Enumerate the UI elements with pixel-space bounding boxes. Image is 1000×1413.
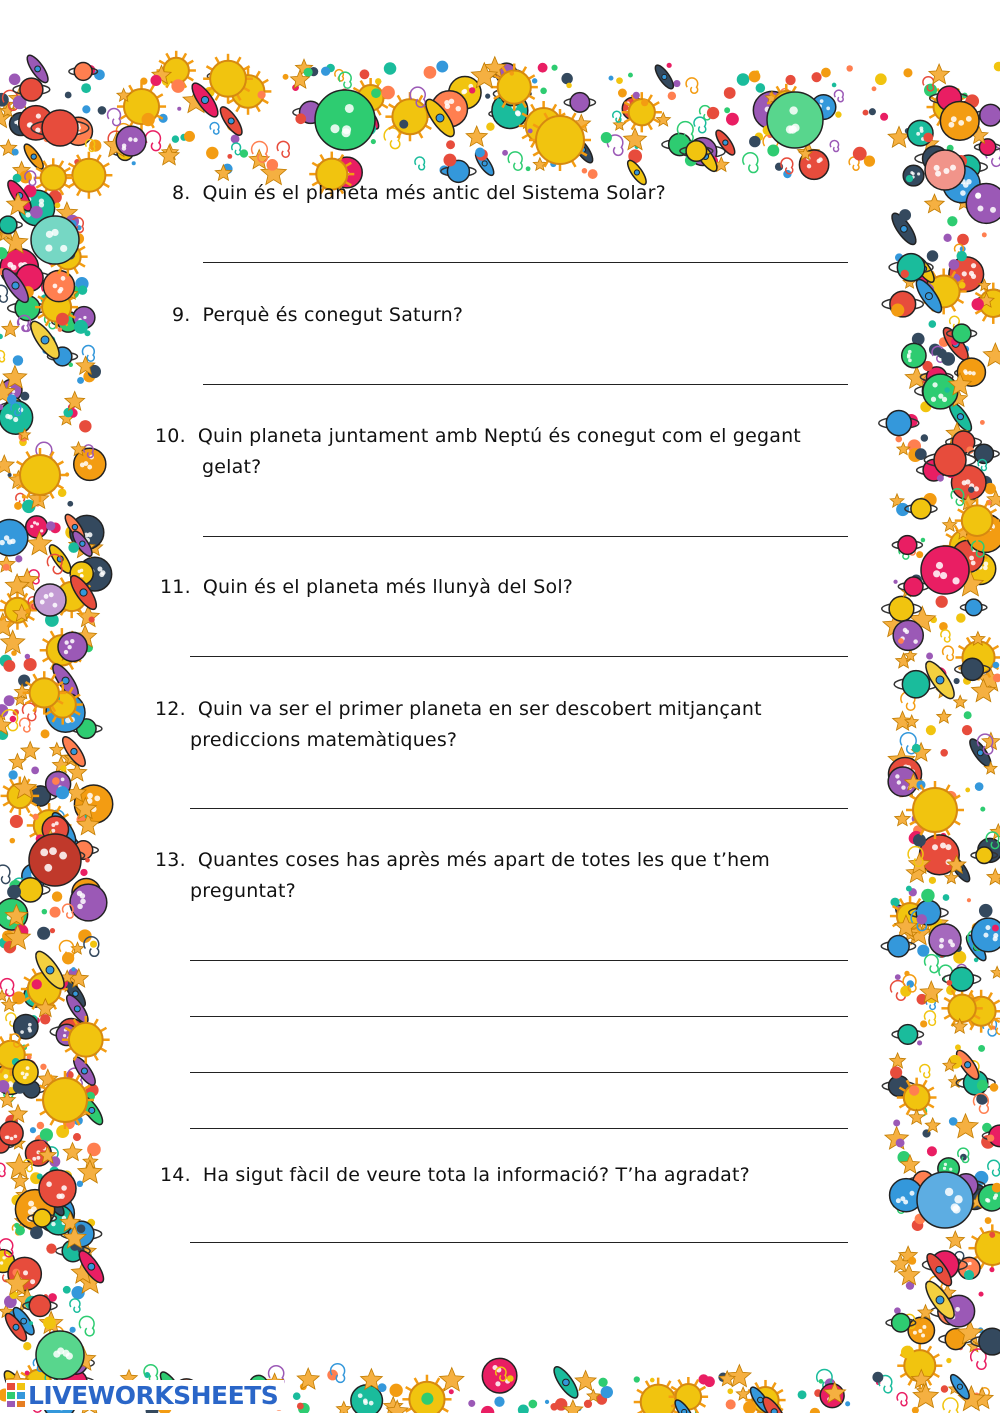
logo-text: LIVEWORKSHEETS <box>28 1380 279 1410</box>
question-text: Quantes coses has après més apart de totes les que t’hem <box>197 849 770 871</box>
question-text-continued: prediccions matemàtiques? <box>190 729 458 751</box>
question-9 <box>172 304 463 326</box>
question-12 <box>155 698 762 720</box>
answer-line[interactable] <box>190 656 848 657</box>
question-text: Quin va ser el primer planeta en ser descobert mitjançant <box>197 698 762 720</box>
question-text: Quin és el planeta més llunyà del Sol? <box>202 576 574 598</box>
question-number: 12. <box>155 698 186 720</box>
question-14 <box>160 1164 750 1186</box>
question-text: Quin planeta juntament amb Neptú és conegut com el gegant <box>197 425 801 447</box>
question-text-continued: gelat? <box>202 456 262 478</box>
liveworksheets-logo[interactable] <box>6 1380 284 1410</box>
question-text: Ha sigut fàcil de veure tota la informació? T’ha agradat? <box>202 1164 750 1186</box>
question-10 <box>155 425 801 447</box>
answer-line[interactable] <box>190 1072 848 1073</box>
answer-line[interactable] <box>203 384 848 385</box>
question-number: 14. <box>160 1164 191 1186</box>
answer-line[interactable] <box>190 1016 848 1017</box>
question-11 <box>160 576 573 598</box>
question-number: 8. <box>172 182 191 204</box>
question-number: 13. <box>155 849 186 871</box>
question-text: Perquè és conegut Saturn? <box>202 304 464 326</box>
answer-line[interactable] <box>203 536 848 537</box>
answer-line[interactable] <box>203 262 848 263</box>
answer-line[interactable] <box>190 1242 848 1243</box>
logo-blocks-icon <box>6 1382 26 1408</box>
answer-line[interactable] <box>190 960 848 961</box>
question-13 <box>155 849 770 871</box>
question-number: 10. <box>155 425 186 447</box>
question-8 <box>172 182 666 204</box>
answer-line[interactable] <box>190 1128 848 1129</box>
question-text: Quin és el planeta més antic del Sistema Solar? <box>202 182 666 204</box>
question-number: 9. <box>172 304 191 326</box>
question-number: 11. <box>160 576 191 598</box>
question-text-continued: preguntat? <box>190 880 296 902</box>
answer-line[interactable] <box>190 808 848 809</box>
